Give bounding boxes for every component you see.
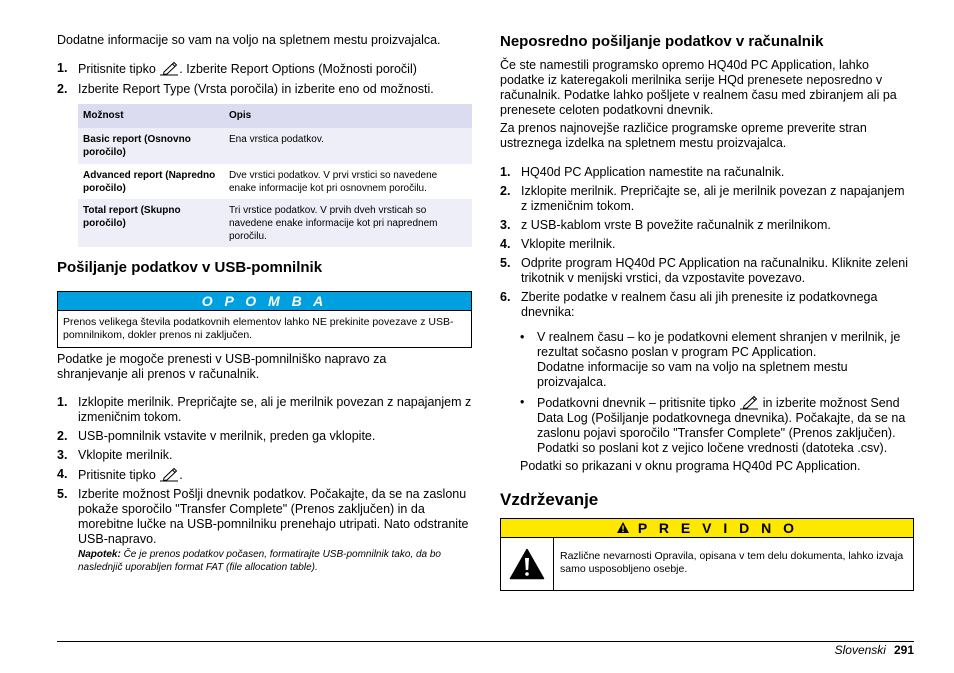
list-item: 6. Zberite podatke v realnem času ali jih prenesite iz podatkovnega dnevnika:	[500, 290, 878, 319]
note-text: Prenos velikega števila podatkovnih elementov lahko NE prekinite povezave z USB-pomnilnikom, dokler prenos ni zaključen.	[63, 316, 454, 341]
usb-heading: Pošiljanje podatkov v USB-pomnilnik	[57, 259, 323, 276]
usb-intro: Podatke je mogoče prenesti v USB-pomnilniško napravo za shranjevanje ali prenos v računalnik.	[57, 352, 387, 381]
pc-para1: Če ste namestili programsko opremo HQ40d PC Application, lahko podatke iz kateregakoli merilnika serije HQd prenesete neposredno v računalnik. Podatke lahko pošljete v realnem času med zbiranjem ali pa prenesete celoten podatkovni dnevnik.	[500, 58, 897, 117]
list-item: 3. z USB-kablom vrste B povežite računalnik z merilnikom.	[500, 218, 831, 232]
pencil-key-icon	[159, 61, 179, 76]
list-item: 1. Pritisnite tipko . Izberite Report Options (Možnosti poročil)	[57, 61, 417, 76]
pc-steps	[500, 165, 914, 320]
list-item: 1. Izklopite merilnik. Prepričajte se, ali je merilnik povezan z napajanjem z izmeničnim tokom.	[57, 395, 472, 424]
table-header: Možnost Opis	[78, 104, 472, 128]
table-row: Total report (Skupno poročilo) Tri vrstice podatkov. V prvih dveh vrsticah so navedene enake informacije kot pri naprednem poročilu.	[78, 199, 472, 247]
table-row: Basic report (Osnovno poročilo) Ena vrstica podatkov.	[78, 128, 472, 164]
list-item: 1. HQ40d PC Application namestite na računalnik.	[500, 165, 785, 179]
pc-heading: Neposredno pošiljanje podatkov v računalnik	[500, 33, 824, 50]
after-bullets-text: Podatki so prikazani v oknu programa HQ40d PC Application.	[520, 459, 861, 473]
list-item: 5. Izberite možnost Pošlji dnevnik podatkov. Počakajte, da se na zaslonu pokaže sporočilo "Transfer Complete" (Prenos zaključen) in da morebitne lučke na USB-pomnilniku prenehajo utripati. Nato odstranite USB-napravo.	[57, 487, 469, 546]
table-row: Advanced report (Napredno poročilo) Dve vrstici podatkov. V prvi vrstici so navedene enake informacije kot pri osnovnem poročilu.	[83, 170, 438, 194]
warning-triangle-icon	[616, 521, 630, 534]
list-item: 5. Odprite program HQ40d PC Application na računalniku. Kliknite zeleni trikotnik v menijski vrstici, da vzpostavite povezavo.	[500, 256, 909, 285]
warning-text: Različne nevarnosti Opravila, opisana v tem delu dokumenta, lahko izvaja samo usposobljeno osebje.	[560, 550, 904, 575]
list-item: 2. Izklopite merilnik. Prepričajte se, ali je merilnik povezan z napajanjem z izmeničnim tokom.	[500, 184, 905, 213]
list-item: 2. USB-pomnilnik vstavite v merilnik, preden ga vklopite.	[57, 429, 376, 443]
list-item: • V realnem času – ko je podatkovni element shranjen v merilnik, je rezultat sočasno poslan v program PC Application. Dodatne informacije so vam na voljo na spletnem mestu proizvajalca.	[520, 330, 901, 389]
pencil-key-icon	[159, 467, 179, 482]
footer-rule	[57, 641, 914, 642]
report-options-table	[78, 104, 472, 247]
list-item: 4. Vklopite merilnik.	[500, 237, 616, 251]
maintenance-heading: Vzdrževanje	[500, 490, 599, 509]
list-item: 3. Vklopite merilnik.	[57, 448, 173, 462]
note-title: O P O M B A	[58, 292, 471, 311]
warning-title: P R E V I D N O	[501, 519, 913, 538]
warning-box	[500, 518, 914, 591]
usb-steps	[57, 395, 472, 547]
bullet-list	[520, 330, 914, 456]
pencil-key-icon	[739, 395, 759, 410]
list-item: 4. Pritisnite tipko .	[57, 467, 183, 482]
list-item: 2. Izberite Report Type (Vrsta poročila) in izberite eno od možnosti.	[57, 82, 434, 96]
report-steps	[57, 61, 472, 97]
pc-para2: Za prenos najnovejše različice programske opreme preverite stran ustreznega izdelka na spletnem mestu proizvajalca.	[500, 121, 867, 150]
list-item: • Podatkovni dnevnik – pritisnite tipko in izberite možnost Send Data Log (Pošiljanje podatkovnega dnevnika). Počakajte, da se na zaslonu pojavi sporočilo "Transfer Complete" (Prenos zaključen). Podatki so poslani kot z vejico ločene vrednosti (datoteka .csv).	[520, 395, 906, 455]
note-box	[57, 291, 472, 348]
tip-note: Napotek: Če je prenos podatkov počasen, formatirajte USB-pomnilnik tako, da bo naslednjič uporabljen format FAT (file allocation table).	[78, 549, 441, 573]
intro-text: Dodatne informacije so vam na voljo na spletnem mestu proizvajalca.	[57, 33, 441, 47]
page-footer	[835, 643, 914, 658]
warning-large-icon	[509, 548, 545, 580]
page-number: 291	[893, 643, 914, 657]
footer-language: Slovenski	[834, 643, 886, 657]
warning-icon-cell	[501, 538, 554, 590]
